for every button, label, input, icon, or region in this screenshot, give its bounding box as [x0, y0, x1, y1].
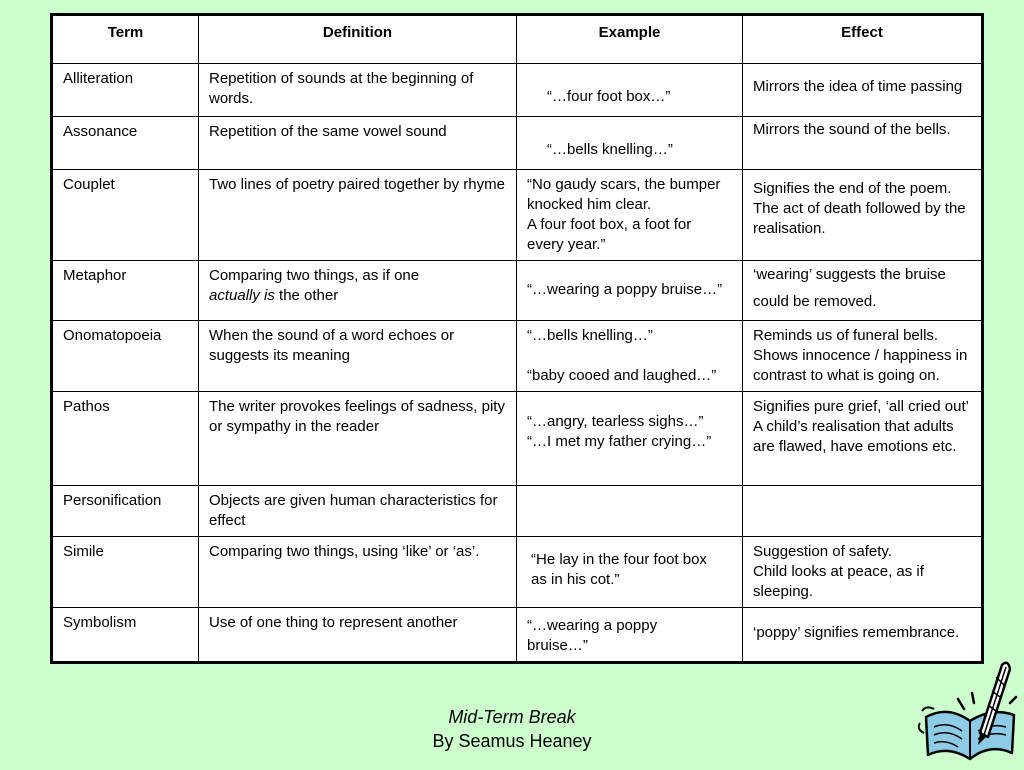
table-row [52, 486, 983, 537]
effect-text: Reminds us of funeral bells. Shows innocence / happiness in contrast to what is going on. [753, 327, 968, 384]
table-row [52, 537, 983, 608]
term-cell [52, 170, 199, 261]
definition-cell [199, 486, 517, 537]
term-text: Symbolism [63, 614, 137, 631]
poem-title: Mid-Term Break [448, 707, 576, 727]
term-text: Alliteration [63, 70, 134, 87]
definition-part: Comparing two things, as if one [209, 267, 420, 284]
table-row [52, 321, 983, 392]
term-text: Couplet [63, 176, 115, 193]
effect-text: ‘wearing’ suggests the bruise could be removed. [753, 266, 946, 310]
term-cell [52, 486, 199, 537]
term-text: Personification [63, 492, 162, 509]
header-effect: Effect [743, 15, 983, 64]
definition-text: Use of one thing to represent another [209, 614, 458, 631]
example-cell [517, 486, 743, 537]
definition-cell [199, 170, 517, 261]
definition-text: Two lines of poetry paired together by rhyme [209, 176, 505, 193]
table-row [52, 261, 983, 321]
term-cell [52, 261, 199, 321]
example-cell [517, 608, 743, 663]
example-text: “…four foot box…” [547, 88, 671, 105]
header-row [52, 15, 983, 64]
definition-cell [199, 537, 517, 608]
effect-cell [743, 321, 983, 392]
table-row [52, 64, 983, 117]
definition-text: Comparing two things, using ‘like’ or ‘as’. [209, 543, 480, 560]
header-term: Term [52, 15, 199, 64]
term-cell [52, 117, 199, 170]
term-cell [52, 321, 199, 392]
header-example: Example [517, 15, 743, 64]
example-text: “…wearing a poppy bruise…” [527, 617, 658, 654]
effect-cell [743, 64, 983, 117]
effect-cell [743, 117, 983, 170]
effect-cell [743, 170, 983, 261]
term-cell [52, 64, 199, 117]
example-cell [517, 392, 743, 486]
definition-text [209, 266, 506, 306]
example-cell [517, 261, 743, 321]
table-row [52, 608, 983, 663]
example-text: “No gaudy scars, the bumper knocked him clear. A four foot box, a foot for every year.” [527, 176, 721, 253]
effect-text: Signifies pure grief, ‘all cried out’ A child’s realisation that adults are flawed, have emotions etc. [753, 398, 969, 455]
table-row [52, 170, 983, 261]
effect-cell [743, 392, 983, 486]
definition-cell [199, 321, 517, 392]
term-text: Onomatopoeia [63, 327, 162, 344]
term-text: Metaphor [63, 267, 127, 284]
definition-text: Objects are given human characteristics for effect [209, 492, 498, 529]
poem-author: By Seamus Heaney [432, 731, 592, 751]
table-row [52, 392, 983, 486]
definition-text: The writer provokes feelings of sadness, pity or sympathy in the reader [209, 398, 505, 435]
effect-text: ‘poppy’ signifies remembrance. [753, 624, 960, 641]
table-row [52, 117, 983, 170]
definition-emphasis: actually is [209, 287, 275, 304]
effect-text: Signifies the end of the poem. The act of death followed by the realisation. [753, 180, 966, 237]
definition-text: Repetition of the same vowel sound [209, 123, 447, 140]
example-cell [517, 321, 743, 392]
definition-cell [199, 64, 517, 117]
term-text: Simile [63, 543, 104, 560]
definition-cell [199, 117, 517, 170]
effect-cell [743, 486, 983, 537]
example-text: “…bells knelling…” “baby cooed and laughed…” [527, 327, 717, 384]
example-text: “…wearing a poppy bruise…” [527, 281, 723, 298]
term-text: Assonance [63, 123, 138, 140]
example-text: “He lay in the four foot box as in his cot.” [531, 551, 707, 588]
term-text: Pathos [63, 398, 110, 415]
example-text: “…bells knelling…” [547, 141, 673, 158]
effect-text: Suggestion of safety. Child looks at peace, as if sleeping. [753, 543, 924, 600]
term-cell [52, 537, 199, 608]
definition-cell [199, 392, 517, 486]
literary-terms-table [50, 13, 984, 664]
definition-text: When the sound of a word echoes or suggests its meaning [209, 327, 455, 364]
header-definition: Definition [199, 15, 517, 64]
example-cell [517, 64, 743, 117]
term-cell [52, 392, 199, 486]
effect-cell [743, 537, 983, 608]
definition-text: Repetition of sounds at the beginning of words. [209, 70, 474, 107]
definition-part: the other [279, 287, 339, 304]
example-text: “…angry, tearless sighs…” “…I met my father crying…” [527, 413, 712, 450]
example-cell [517, 537, 743, 608]
definition-cell [199, 608, 517, 663]
book-and-quill-icon [918, 655, 1018, 765]
example-cell [517, 117, 743, 170]
effect-text: Mirrors the sound of the bells. [753, 121, 951, 138]
effect-cell [743, 261, 983, 321]
effect-text: Mirrors the idea of time passing [753, 78, 963, 95]
slide-footer [300, 705, 724, 753]
definition-cell [199, 261, 517, 321]
example-cell [517, 170, 743, 261]
term-cell [52, 608, 199, 663]
